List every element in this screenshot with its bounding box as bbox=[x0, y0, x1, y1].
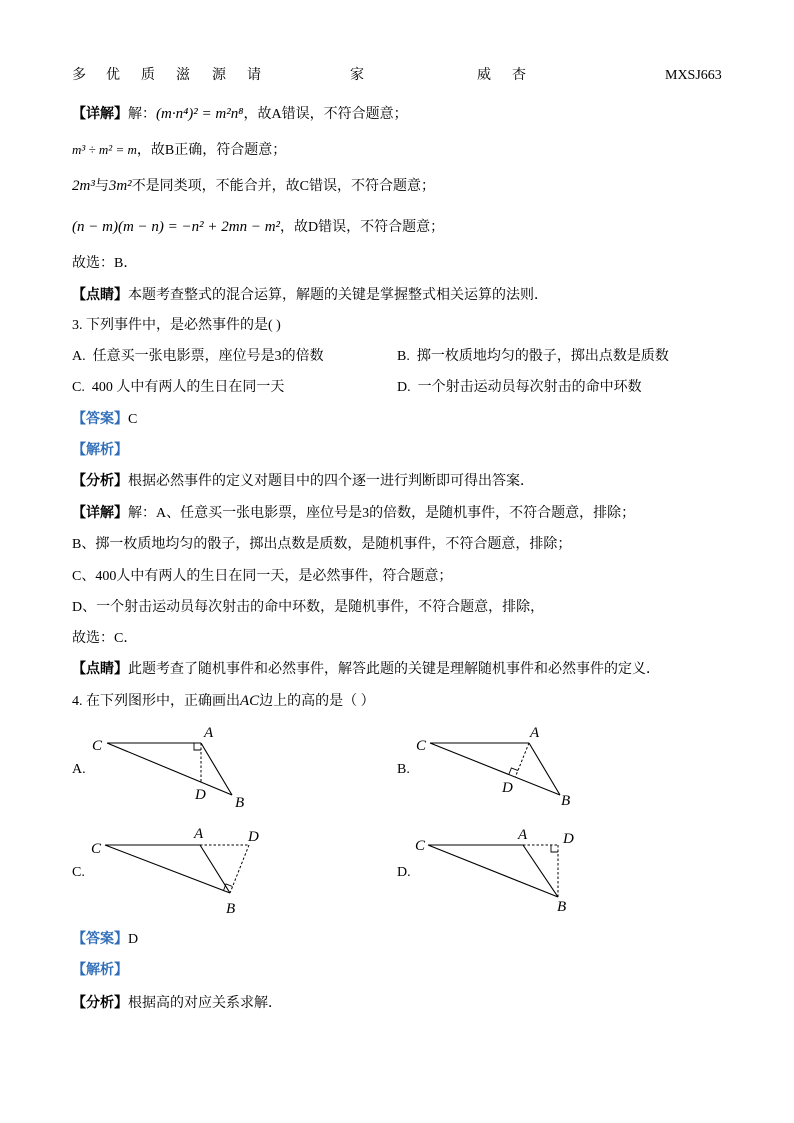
line-text: ，故B正确，符合题意； bbox=[136, 143, 287, 158]
option-letter: A. bbox=[72, 349, 86, 364]
point-b-label: B bbox=[235, 795, 245, 811]
point-b-label: B bbox=[226, 901, 236, 917]
comment-text: 此题考查了随机事件和必然事件，解答此题的关键是理解随机事件和必然事件的定义． bbox=[128, 662, 660, 677]
comment-label: 【点睛】 bbox=[72, 288, 128, 303]
header-char: 家 bbox=[350, 68, 364, 83]
height-dashed bbox=[515, 743, 529, 777]
figure-c bbox=[91, 826, 259, 917]
stem-suffix: 边上的高的是（ ） bbox=[259, 694, 375, 709]
answer-value: D bbox=[128, 932, 139, 947]
point-a-label: A bbox=[204, 725, 214, 741]
line-text: ，故A错误，不符合题意； bbox=[243, 107, 408, 122]
segment-ab bbox=[201, 743, 232, 795]
fenxi-label: 【分析】 bbox=[72, 474, 128, 489]
figure-d bbox=[415, 827, 574, 915]
right-angle-mark bbox=[224, 884, 233, 891]
segment-ab bbox=[523, 845, 558, 897]
figure-b-letter: B. bbox=[397, 762, 410, 777]
fenxi-text: 根据必然事件的定义对题目中的四个逐一进行判断即可得出答案． bbox=[128, 474, 534, 489]
detail-label: 【详解】 bbox=[72, 107, 128, 122]
figure-d-letter: D. bbox=[397, 865, 411, 880]
option-text: 一个射击运动员每次射击的命中环数 bbox=[417, 380, 642, 395]
header-char: 威 bbox=[477, 68, 491, 83]
q4-analysis-label: 【解析】 bbox=[72, 963, 128, 978]
line-text: 与 bbox=[94, 179, 109, 194]
segment-cb bbox=[430, 743, 560, 795]
q3-detail-line-1 bbox=[72, 504, 635, 524]
q2-detail-line-4 bbox=[72, 217, 444, 238]
segment-ab bbox=[200, 845, 230, 893]
stem-prefix: 4. 在下列图形中，正确画出 bbox=[72, 694, 240, 709]
q2-detail-line-1 bbox=[72, 104, 408, 125]
header-char: 多 bbox=[72, 68, 86, 83]
math-expression: 2m³ bbox=[72, 178, 95, 194]
option-letter: B. bbox=[397, 349, 410, 364]
figure-b bbox=[416, 725, 570, 809]
q3-option-b bbox=[397, 347, 669, 367]
point-d-label: D bbox=[502, 780, 513, 796]
comment-label: 【点睛】 bbox=[72, 662, 128, 677]
option-text: 任意买一张电影票，座位号是3的倍数 bbox=[92, 349, 324, 364]
segment-cb bbox=[105, 845, 230, 893]
header-code: MXSJ663 bbox=[665, 68, 722, 83]
point-c-label: C bbox=[416, 738, 427, 754]
header-char: 滋 bbox=[176, 68, 190, 83]
segment-cb bbox=[107, 743, 232, 795]
point-c-label: C bbox=[415, 838, 426, 854]
q3-comment bbox=[72, 660, 660, 680]
q4-answer bbox=[72, 930, 138, 950]
q3-option-d bbox=[397, 378, 642, 398]
figure-a-letter: A. bbox=[72, 762, 86, 777]
math-expression: (m·n⁴)² = m²n⁸ bbox=[156, 106, 244, 122]
detail-prefix: 解： bbox=[128, 107, 156, 122]
q4-stem bbox=[72, 691, 375, 712]
fenxi-label: 【分析】 bbox=[72, 996, 128, 1011]
point-b-label: B bbox=[557, 899, 567, 915]
q3-answer bbox=[72, 410, 137, 430]
right-angle-mark bbox=[551, 845, 558, 852]
point-a-label: A bbox=[530, 725, 540, 741]
option-text: 400 人中有两人的生日在同一天 bbox=[91, 380, 285, 395]
header-char: 源 bbox=[212, 68, 226, 83]
comment-text: 本题考查整式的混合运算，解题的关键是掌握整式相关运算的法则． bbox=[128, 288, 548, 303]
q3-detail-line-2: B、掷一枚质地均匀的骰子，掷出点数是质数，是随机事件，不符合题意，排除； bbox=[72, 537, 572, 552]
q3-choice: 故选：C． bbox=[72, 631, 138, 646]
q3-detail-line-3: C、400人中有两人的生日在同一天，是必然事件，符合题意； bbox=[72, 569, 453, 584]
point-d-label: D bbox=[563, 831, 574, 847]
option-text: 掷一枚质地均匀的骰子，掷出点数是质数 bbox=[416, 349, 669, 364]
figure-c-letter: C. bbox=[72, 865, 85, 880]
point-d-label: D bbox=[195, 787, 206, 803]
detail-label: 【详解】 bbox=[72, 506, 128, 521]
q2-detail-line-3 bbox=[72, 176, 435, 197]
point-c-label: C bbox=[92, 738, 103, 754]
stem-variable: AC bbox=[240, 693, 260, 709]
point-a-label: A bbox=[518, 827, 528, 843]
figure-a bbox=[92, 725, 244, 811]
answer-label: 【答案】 bbox=[72, 412, 128, 427]
right-angle-mark bbox=[509, 768, 518, 775]
q3-analysis-label: 【解析】 bbox=[72, 443, 128, 458]
option-letter: D. bbox=[397, 380, 411, 395]
q2-choice: 故选：B． bbox=[72, 256, 138, 271]
q2-comment bbox=[72, 286, 548, 306]
math-expression: m³ ÷ m² = m bbox=[72, 142, 137, 157]
segment-ab bbox=[529, 743, 560, 795]
q2-detail-line-2 bbox=[72, 140, 286, 161]
math-expression: 3m² bbox=[108, 178, 132, 194]
option-letter: C. bbox=[72, 380, 85, 395]
q3-stem: 3. 下列事件中，是必然事件的是( ) bbox=[72, 318, 281, 333]
header-char: 请 bbox=[247, 68, 261, 83]
q3-option-a bbox=[72, 347, 324, 367]
q3-detail-line-4: D、一个射击运动员每次射击的命中环数，是随机事件，不符合题意，排除， bbox=[72, 600, 545, 615]
answer-label: 【答案】 bbox=[72, 932, 128, 947]
line-text: 不是同类项，不能合并，故C错误，不符合题意； bbox=[131, 179, 436, 194]
q3-fenxi bbox=[72, 472, 534, 492]
header-char: 质 bbox=[141, 68, 155, 83]
math-expression: (n − m)(m − n) = −n² + 2mn − m² bbox=[72, 219, 281, 235]
header-char: 杏 bbox=[512, 68, 526, 83]
segment-cb bbox=[428, 845, 558, 897]
point-c-label: C bbox=[91, 841, 102, 857]
height-dashed bbox=[230, 845, 249, 893]
point-a-label: A bbox=[194, 826, 204, 842]
right-angle-mark bbox=[194, 743, 201, 750]
line-text: ，故D错误，不符合题意； bbox=[280, 220, 445, 235]
q4-fenxi bbox=[72, 994, 282, 1014]
point-b-label: B bbox=[561, 793, 571, 809]
header-char: 优 bbox=[106, 68, 120, 83]
fenxi-text: 根据高的对应关系求解． bbox=[128, 996, 282, 1011]
detail-text: 解：A、任意买一张电影票，座位号是3的倍数，是随机事件，不符合题意，排除； bbox=[128, 506, 636, 521]
answer-value: C bbox=[128, 412, 138, 427]
q3-option-c bbox=[72, 378, 284, 398]
point-d-label: D bbox=[248, 829, 259, 845]
